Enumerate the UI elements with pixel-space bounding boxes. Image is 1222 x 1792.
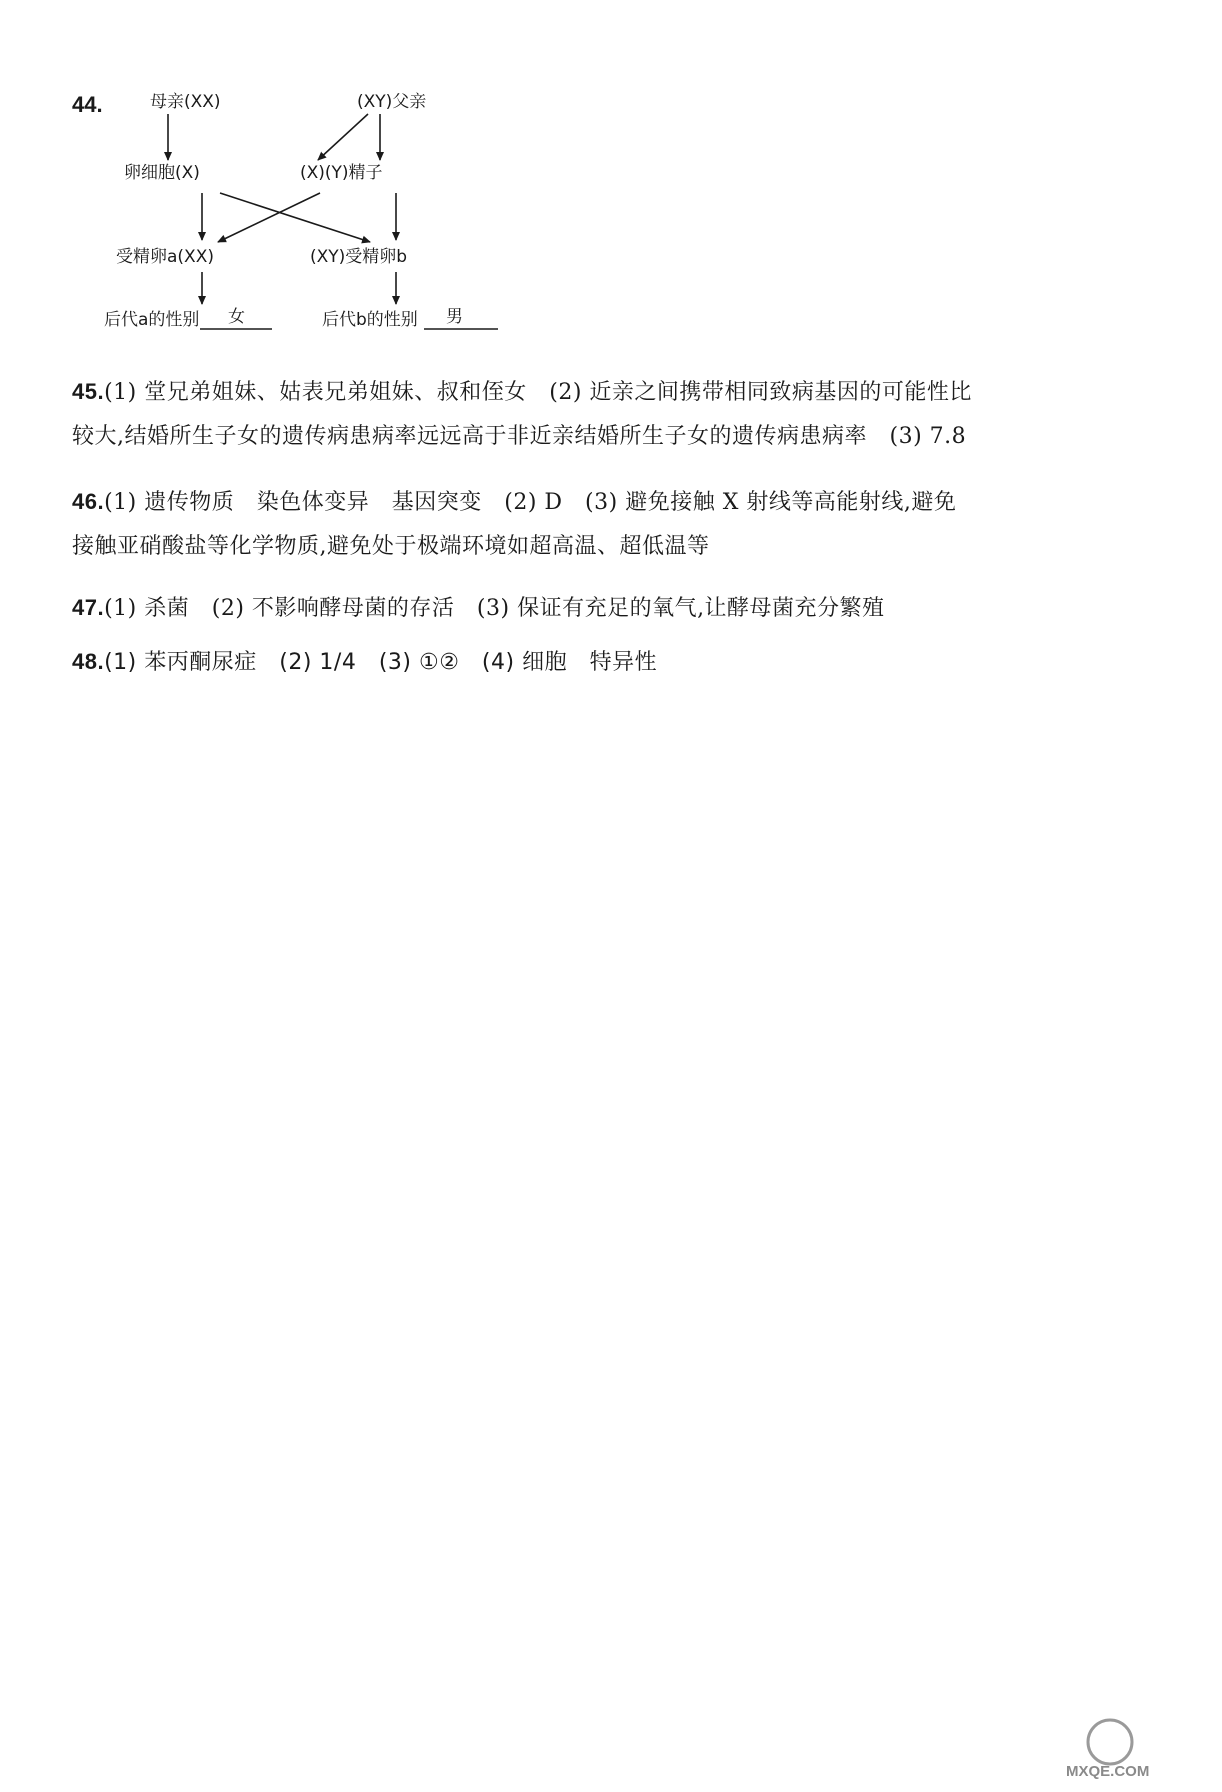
offspring-b-label: 后代b的性别 [322,310,418,330]
question-45-answer [72,370,1132,459]
question-46-answer [72,480,1132,569]
egg-label: 卵细胞(X) [124,163,200,183]
question-47-text-1: (1) 杀菌 (2) 不影响酵母菌的存活 (3) 保证有充足的氧气,让酵母菌充分繁殖 [104,596,885,621]
offspring-b-value: 男 [446,307,463,327]
question-45-number: 45. [72,379,105,404]
watermark-logo [1060,1712,1210,1782]
question-47-line-1 [72,586,1132,631]
arrow-x-sperm-to-zygote-a [218,193,320,242]
offspring-a-value: 女 [228,307,245,327]
question-45-text-2: 较大,结婚所生子女的遗传病患病率远远高于非近亲结婚所生子女的遗传病患病率 (3) 7.8 [72,424,967,449]
arrow-egg-to-zygote-b [220,193,370,242]
question-44-number: 44. [72,92,103,117]
arrow-father-to-x-sperm [318,114,368,160]
sperm-label: (X)(Y)精子 [300,163,383,183]
mother-label: 母亲(XX) [150,92,221,112]
question-46-text-1: (1) 遗传物质 染色体变异 基因突变 (2) D (3) 避免接触 X 射线等高能射线,避免 [104,490,957,515]
watermark-text: MXQE.COM [1066,1763,1150,1780]
watermark-circle-icon [1088,1720,1132,1764]
question-46-text-2: 接触亚硝酸盐等化学物质,避免处于极端环境如超高温、超低温等 [72,534,710,559]
question-46-line-1 [72,480,1132,525]
father-label: (XY)父亲 [357,92,427,112]
question-48-number: 48. [72,649,105,674]
question-45-line-1 [72,370,1132,415]
zygote-a-label: 受精卵a(XX) [116,247,214,267]
offspring-a-label: 后代a的性别 [104,310,200,330]
question-46-number: 46. [72,489,105,514]
question-48-line-1 [72,640,1132,685]
question-45-text-1: (1) 堂兄弟姐妹、姑表兄弟姐妹、叔和侄女 (2) 近亲之间携带相同致病基因的可能性比 [104,380,972,405]
sex-inheritance-diagram [0,0,1222,360]
question-48-text-1: (1) 苯丙酮尿症 (2) 1/4 (3) ①② (4) 细胞 特异性 [104,650,658,675]
question-48-answer [72,640,1132,685]
zygote-b-label: (XY)受精卵b [310,247,408,267]
question-47-number: 47. [72,595,105,620]
question-47-answer [72,586,1132,631]
